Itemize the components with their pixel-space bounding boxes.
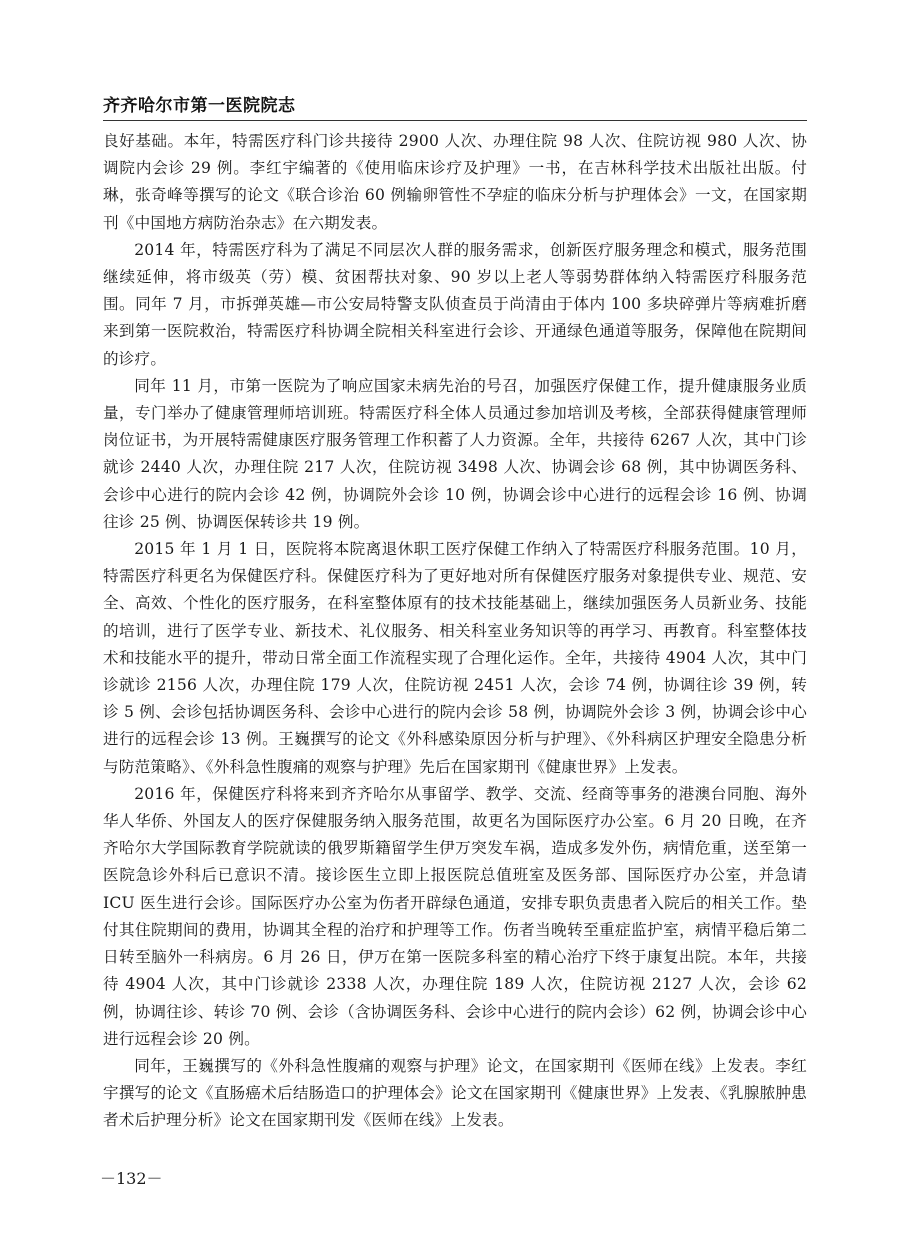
paragraph-6: 同年，王巍撰写的《外科急性腹痛的观察与护理》论文，在国家期刊《医师在线》上发表。李红宇撰写的论文《直肠癌术后结肠造口的护理体会》论文在国家期刊《健康世界》上发表、《乳腺脓肿患者术后护理分析》论文在国家期刊发《医师在线》上发表。 [103,1056,807,1130]
page-number: －132－ [100,1169,163,1188]
paragraph-4: 2015 年 1 月 1 日，医院将本院离退休职工医疗保健工作纳入了特需医疗科服务范围。10 月，特需医疗科更名为保健医疗科。保健医疗科为了更好地对所有保健医疗服务对象提供专业、规范、安全、高效、个性化的医疗服务，在科室整体原有的技术技能基础上，继续加强医务人员新业务、技能的培训，进行了医学专业、新技术、礼仪服务、相关科室业务知识等的再学习、再教育。科室整体技术和技能水平的提升，带动日常全面工作流程实现了合理化运作。全年，共接待 4904 人次，其中门诊就诊 2156 人次，办理住院 179 人次，住院访视 2451 人次，会诊 74 例，协调往诊 39 例，转诊 5 例、会诊包括协调医务科、会诊中心进行的院内会诊 58 例，协调院外会诊 3 例，协调会诊中心进行的远程会诊 13 例。王巍撰写的论文《外科感染原因分析与护理》、《外科病区护理安全隐患分析与防范策略》、《外科急性腹痛的观察与护理》先后在国家期刊《健康世界》上发表。 [103,540,807,776]
paragraph-5: 2016 年，保健医疗科将来到齐齐哈尔从事留学、教学、交流、经商等事务的港澳台同胞、海外华人华侨、外国友人的医疗保健服务纳入服务范围，故更名为国际医疗办公室。6 月 20 日晚，在齐齐哈尔大学国际教育学院就读的俄罗斯籍留学生伊万突发车祸，造成多发外伤，病情危重，送至第一医院急诊外科后已意识不清。接诊医生立即上报医院总值班室及医务部、国际医疗办公室，并急请 ICU 医生进行会诊。国际医疗办公室为伤者开辟绿色通道，安排专职负责患者入院后的相关工作。垫付其住院期间的费用，协调其全程的治疗和护理等工作。伤者当晚转至重症监护室，病情平稳后第二日转至脑外一科病房。6 月 26 日，伊万在第一医院多科室的精心治疗下终于康复出院。本年，共接待 4904 人次，其中门诊就诊 2338 人次，办理住院 189 人次，住院访视 2127 人次，会诊 62 例，协调往诊、转诊 70 例、会诊（含协调医务科、会诊中心进行的院内会诊）62 例，协调会诊中心进行远程会诊 20 例。 [103,784,807,1048]
body-text [103,128,807,1135]
running-title: 齐齐哈尔市第一医院院志 [103,96,296,116]
paragraph-1: 良好基础。本年，特需医疗科门诊共接待 2900 人次、办理住院 98 人次、住院访视 980 人次、协调院内会诊 29 例。李红宇编著的《使用临床诊疗及护理》一书，在吉林科学技术出版社出版。付琳，张奇峰等撰写的论文《联合诊治 60 例输卵管性不孕症的临床分析与护理体会》一文，在国家期刊《中国地方病防治杂志》在六期发表。 [103,132,807,232]
paragraph-2: 2014 年，特需医疗科为了满足不同层次人群的服务需求，创新医疗服务理念和模式，服务范围继续延伸，将市级英（劳）模、贫困帮扶对象、90 岁以上老人等弱势群体纳入特需医疗科服务范围。同年 7 月，市拆弹英雄—市公安局特警支队侦查员于尚清由于体内 100 多块碎弹片等病难折磨来到第一医院救治，特需医疗科协调全院相关科室进行会诊、开通绿色通道等服务，保障他在院期间的诊疗。 [103,240,807,368]
page-header [103,86,807,121]
paragraph-3: 同年 11 月，市第一医院为了响应国家未病先治的号召，加强医疗保健工作，提升健康服务业质量，专门举办了健康管理师培训班。特需医疗科全体人员通过参加培训及考核，全部获得健康管理师岗位证书，为开展特需健康医疗服务管理工作积蓄了人力资源。全年，共接待 6267 人次，其中门诊就诊 2440 人次，办理住院 217 人次，住院访视 3498 人次、协调会诊 68 例，其中协调医务科、会诊中心进行的院内会诊 42 例，协调院外会诊 10 例，协调会诊中心进行的远程会诊 16 例、协调往诊 25 例、协调医保转诊共 19 例。 [103,376,807,531]
